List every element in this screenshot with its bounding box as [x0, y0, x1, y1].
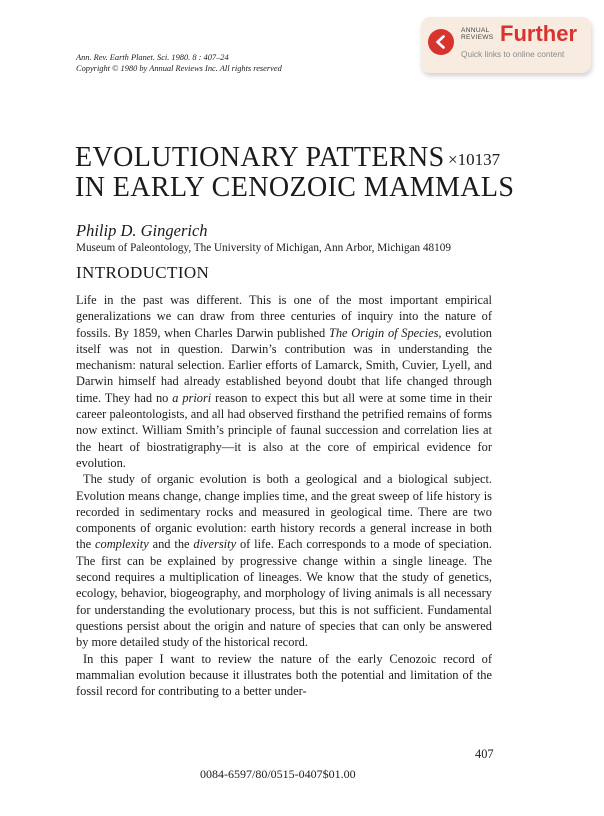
- title-line-1: EVOLUTIONARY PATTERNS: [75, 142, 445, 173]
- play-arrow-icon: [428, 29, 454, 55]
- text-run: The study of organic evolution is both a geological and a biological subject. Evolution means change, change implies time, and the great sweep of life history is recorded in sedimentary rocks and measured in geological time. There are two components of organic evolution: earth history records a general increase in both the: [76, 472, 492, 552]
- reference-code: ×10137: [448, 150, 501, 169]
- author-name: Philip D. Gingerich: [76, 221, 208, 240]
- italic-term: a priori: [172, 390, 212, 405]
- page-number: 407: [475, 747, 494, 761]
- paragraph-2: [76, 471, 492, 650]
- journal-citation: Ann. Rev. Earth Planet. Sci. 1980. 8 : 407–24: [76, 53, 229, 62]
- article-body: [76, 292, 492, 699]
- brand-line-2: REVIEWS: [461, 34, 494, 41]
- text-run: Life in the past was different. This is one of the most important empirical generalizations we can draw from three centuries of inquiry into the nature of fossils. By 1859, when Charles Darwin published: [76, 293, 492, 340]
- text-run: of life. Each corresponds to a mode of speciation. The first can be explained by progressive change within a single lineage. The second requires a multiplication of lineages. We know that the study of genetics, ecology, behavior, biogeography, and morphology of living animals is all necessary for understanding the evolutionary process, but this is not sufficient. Fundamental questions persist about the origin and nature of species that can only be answered by more detailed study of the historical record.: [76, 537, 492, 650]
- text-run: , evolution itself was not in question. Darwin’s contribution was in understanding the mechanism: natural selection. Earlier efforts of Lamarck, Smith, Cuvier, Lyell, and Darwin himself had already established beyond doubt that life changed through time. They had no: [76, 325, 493, 405]
- further-wordmark: Further: [500, 21, 577, 46]
- italic-term: diversity: [193, 537, 237, 552]
- journal-citation-block: [76, 53, 282, 74]
- further-annual-reviews-badge[interactable]: [421, 17, 591, 73]
- section-heading: INTRODUCTION: [76, 263, 210, 282]
- paragraph-1: [76, 292, 492, 471]
- paragraph-3: In this paper I want to review the nature of the early Cenozoic record of mammalian evolution because it illustrates both the potential and limitation of the fossil record for contributing to a better under-: [76, 651, 492, 699]
- italic-book-title: The Origin of Species: [328, 325, 439, 340]
- title-line-2: IN EARLY CENOZOIC MAMMALS: [75, 172, 515, 203]
- quick-links-label: Quick links to online content: [461, 49, 565, 59]
- brand-line-1: ANNUAL: [461, 27, 490, 34]
- annual-reviews-logo-text: [461, 27, 494, 41]
- text-run: and the: [148, 537, 194, 552]
- italic-term: complexity: [95, 537, 149, 552]
- issn-code: 0084-6597/80/0515-0407$01.00: [200, 767, 356, 781]
- journal-copyright: Copyright © 1980 by Annual Reviews Inc. All rights reserved: [76, 63, 282, 73]
- author-affiliation: Museum of Paleontology, The University of Michigan, Ann Arbor, Michigan 48109: [76, 242, 451, 254]
- text-run: reason to expect this but all were at some time in their career paleontologists, and all had observed firsthand the petrified remains of forms now extinct. William Smith’s principle of faunal succession and correlation lies at the heart of biostratigraphy—it is also at the core of empirical evidence for evolution.: [76, 390, 492, 470]
